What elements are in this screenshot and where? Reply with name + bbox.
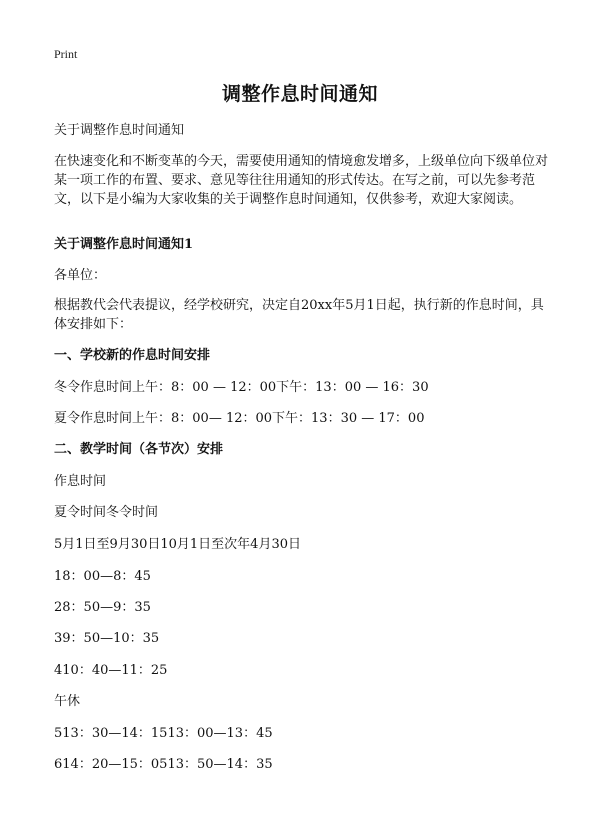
schedule-line: 614：20—15：0513：50—14：35 (54, 757, 273, 772)
schedule-line: 39：50—10：35 (54, 631, 160, 646)
salutation: 各单位： (54, 268, 107, 283)
summer-schedule: 夏令作息时间上午：8：00— 12：00下午：13：30 — 17：00 (54, 411, 425, 426)
heading-schedule: 一、学校新的作息时间安排 (54, 348, 211, 363)
document-title: 调整作息时间通知 (221, 83, 378, 105)
schedule-line: 夏令时间冬令时间 (54, 505, 159, 520)
schedule-line: 28：50—9：35 (54, 600, 151, 615)
body-paragraph: 根据教代会代表提议，经学校研究，决定自20xx年5月1日起，执行新的作息时间，具体安排如下： (54, 298, 544, 332)
print-label[interactable]: Print (54, 47, 78, 61)
document-subtitle: 关于调整作息时间通知 (54, 123, 185, 138)
schedule-line: 作息时间 (54, 474, 107, 489)
schedule-line: 5月1日至9月30日10月1日至次年4月30日 (54, 537, 301, 552)
schedule-line: 513：30—14：1513：00—13：45 (54, 726, 273, 741)
schedule-line: 午休 (54, 694, 81, 709)
schedule-line: 18：00—8：45 (54, 569, 151, 584)
intro-paragraph: 在快速变化和不断变革的今天，需要使用通知的情境愈发增多，上级单位向下级单位对某一项工作的布置、要求、意见等往往用通知的形式传达。在写之前，可以先参考范文，以下是小编为大家收集的关于调整作息时间通知，仅供参考，欢迎大家阅读。 (54, 154, 549, 207)
section-title: 关于调整作息时间通知1 (54, 237, 194, 252)
heading-teaching-time: 二、教学时间（各节次）安排 (54, 442, 224, 457)
schedule-line: 410：40—11：25 (54, 663, 168, 678)
winter-schedule: 冬令作息时间上午：8：00 — 12：00下午：13：00 — 16：30 (54, 380, 429, 395)
